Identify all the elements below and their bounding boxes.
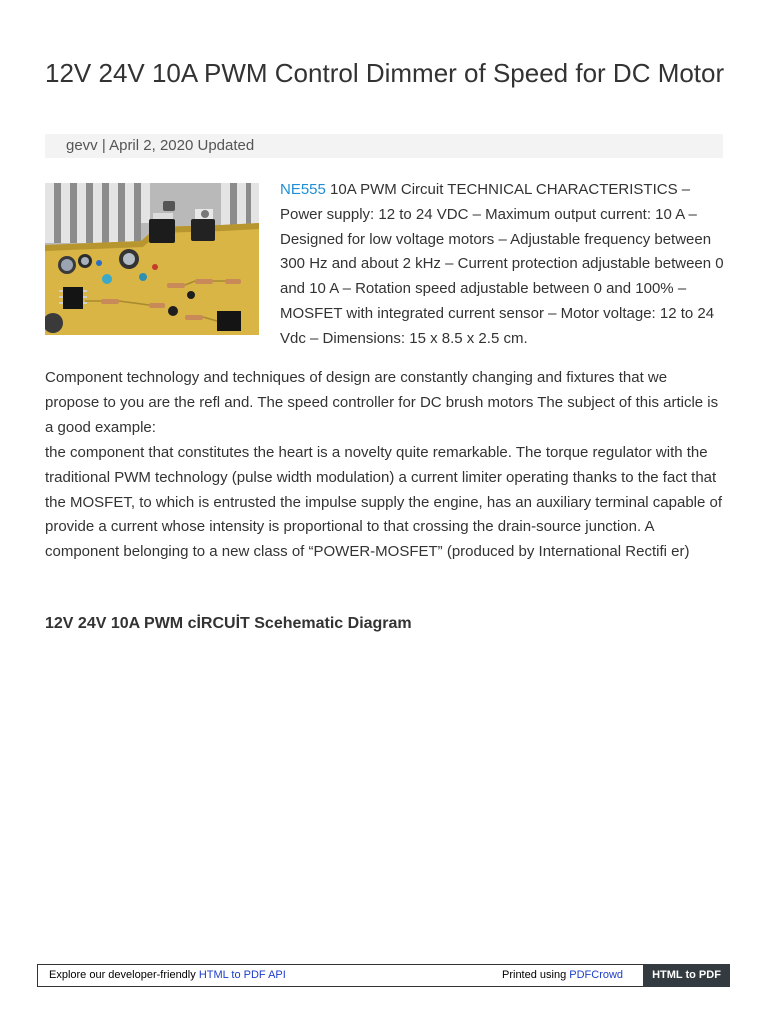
post-date: April 2, 2020 <box>109 137 194 154</box>
meta-separator: | <box>97 137 110 154</box>
paragraph-torque-regulator: the component that constitutes the heart is a novelty quite remarkable. The torque regulator with the traditional PWM technology (pulse width modulation) a current limiter operating thanks to the fact that the MOSFET, to which is entrusted the impulse supply the engine, has an auxiliary terminal capable of provide a current whose intensity is proportional to that crossing the drain-source junction. A component belonging to a new class of “POWER-MOSFET” (produced by International Rectifi er) <box>45 444 723 561</box>
pdfcrowd-footer <box>37 964 730 987</box>
page-title: 12V 24V 10A PWM Control Dimmer of Speed for DC Motor <box>45 58 725 88</box>
pdfcrowd-link[interactable]: PDFCrowd <box>569 969 624 981</box>
footer-explore <box>49 965 286 986</box>
ne555-link[interactable]: NE555 <box>280 181 326 198</box>
section-heading-schematic: 12V 24V 10A PWM cİRCUİT Scehematic Diagram <box>45 615 412 632</box>
paragraph-component-technology: Component technology and techniques of design are constantly changing and fixtures that we propose to you are the refl and. The speed controller for DC brush motors The subject of this article is a good example: <box>45 369 719 436</box>
footer-explore-text: Explore our developer-friendly <box>49 969 199 981</box>
html-to-pdf-button[interactable]: HTML to PDF <box>643 964 730 987</box>
circuit-board-photo <box>45 183 259 335</box>
post-meta <box>45 134 723 158</box>
html-to-pdf-api-link[interactable]: HTML to PDF API <box>198 969 286 981</box>
updated-label: Updated <box>193 137 255 154</box>
footer-printed-text: Printed using <box>502 969 570 981</box>
intro-paragraph <box>280 178 728 352</box>
footer-printed <box>502 965 623 986</box>
author-link[interactable]: gevv <box>66 137 98 154</box>
intro-text: 10A PWM Circuit TECHNICAL CHARACTERISTICS – Power supply: 12 to 24 VDC – Maximum output current: 10 A – Designed for low voltage motors – Adjustable frequency between 300 Hz and about 2 kHz – Current protection adjustable between 0 and 10 A – Rotation speed adjustable between 0 and 100% – MOSFET with integrated current sensor – Motor voltage: 12 to 24 Vdc – Dimensions: 15 x 8.5 x 2.5 cm. <box>280 181 724 347</box>
